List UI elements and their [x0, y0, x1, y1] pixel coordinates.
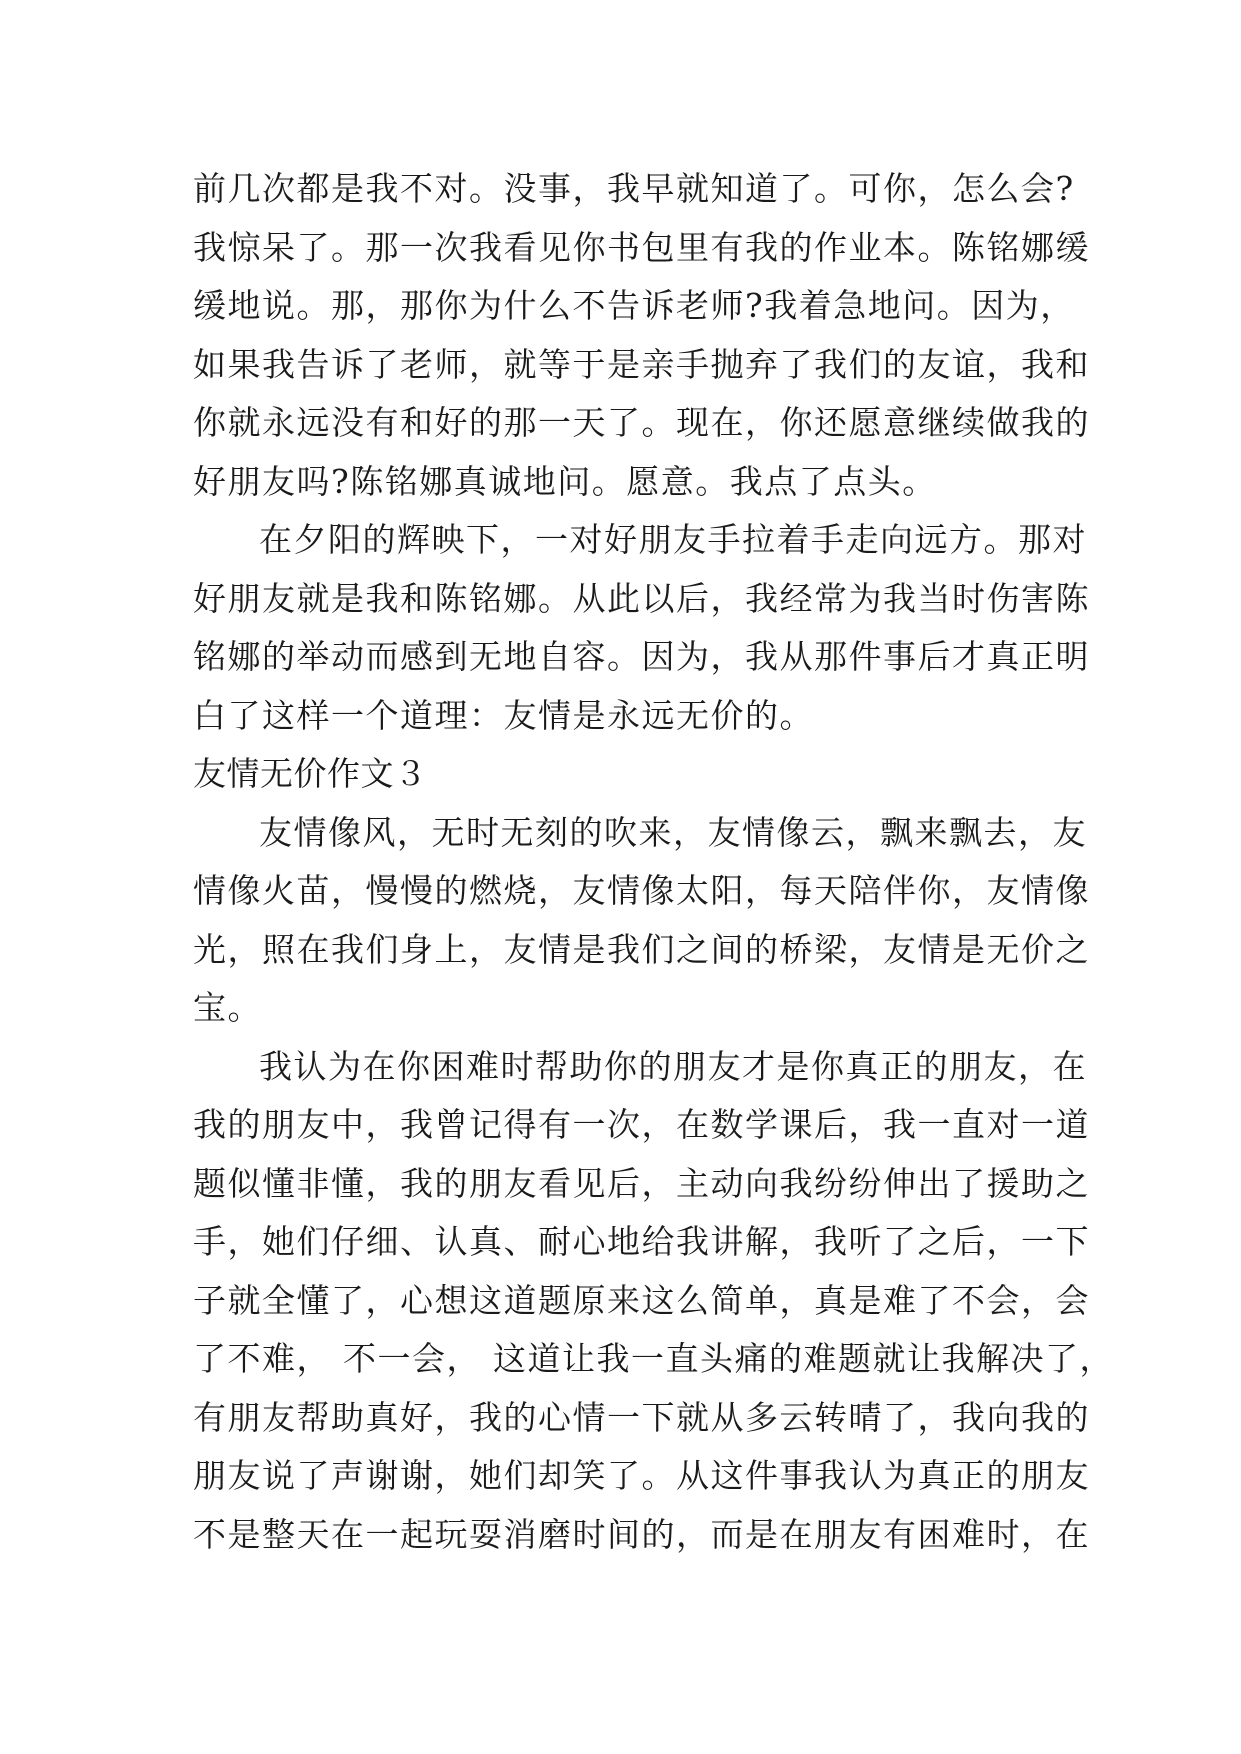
- text-line: 白了这样一个道理：友情是永远无价的。: [193, 695, 814, 735]
- text-line: 宝。: [193, 988, 262, 1027]
- text-line: 好朋友吗?陈铭娜真诚地问。愿意。我点了点头。: [193, 461, 937, 501]
- text-line: 光，照在我们身上，友情是我们之间的桥梁，友情是无价之: [193, 929, 1090, 969]
- paragraph-first-line: 在夕阳的辉映下，一对好朋友手拉着手走向远方。那对: [259, 520, 1087, 559]
- text-line: 你就永远没有和好的那一天了。现在，你还愿意继续做我的: [193, 403, 1090, 442]
- text-line: 了不难， 不一会， 这道让我一直头痛的难题就让我解决了，: [193, 1339, 1114, 1378]
- text-line: 情像火苗，慢慢的燃烧，友情像太阳，每天陪伴你，友情像: [193, 871, 1090, 910]
- text-line: 我的朋友中，我曾记得有一次，在数学课后，我一直对一道: [193, 1105, 1090, 1144]
- text-line: 不是整天在一起玩耍消磨时间的，而是在朋友有困难时，在: [193, 1514, 1090, 1554]
- text-line: 朋友说了声谢谢，她们却笑了。从这件事我认为真正的朋友: [193, 1456, 1090, 1495]
- text-line: 缓地说。那，那你为什么不告诉老师?我着急地问。因为，: [193, 286, 1075, 325]
- text-line: 我惊呆了。那一次我看见你书包里有我的作业本。陈铭娜缓: [193, 227, 1090, 267]
- text-line: 好朋友就是我和陈铭娜。从此以后，我经常为我当时伤害陈: [193, 578, 1090, 618]
- text-line: 如果我告诉了老师，就等于是亲手抛弃了我们的友谊，我和: [193, 344, 1090, 384]
- text-line: 铭娜的举动而感到无地自容。因为，我从那件事后才真正明: [193, 637, 1090, 676]
- paragraph-first-line: 友情像风，无时无刻的吹来，友情像云，飘来飘去，友: [259, 812, 1087, 852]
- text-line: 子就全懂了，心想这道题原来这么简单，真是难了不会，会: [193, 1280, 1090, 1320]
- text-line: 手，她们仔细、认真、耐心地给我讲解，我听了之后，一下: [193, 1222, 1090, 1261]
- paragraph-first-line: 我认为在你困难时帮助你的朋友才是你真正的朋友，在: [259, 1046, 1087, 1086]
- essay-text: [193, 160, 1114, 1564]
- section-heading: 友情无价作文３: [193, 754, 428, 793]
- text-line: 前几次都是我不对。没事，我早就知道了。可你，怎么会?: [193, 169, 1075, 208]
- text-line: 有朋友帮助真好，我的心情一下就从多云转晴了，我向我的: [193, 1397, 1090, 1437]
- text-line: 题似懂非懂，我的朋友看见后，主动向我纷纷伸出了援助之: [193, 1163, 1090, 1203]
